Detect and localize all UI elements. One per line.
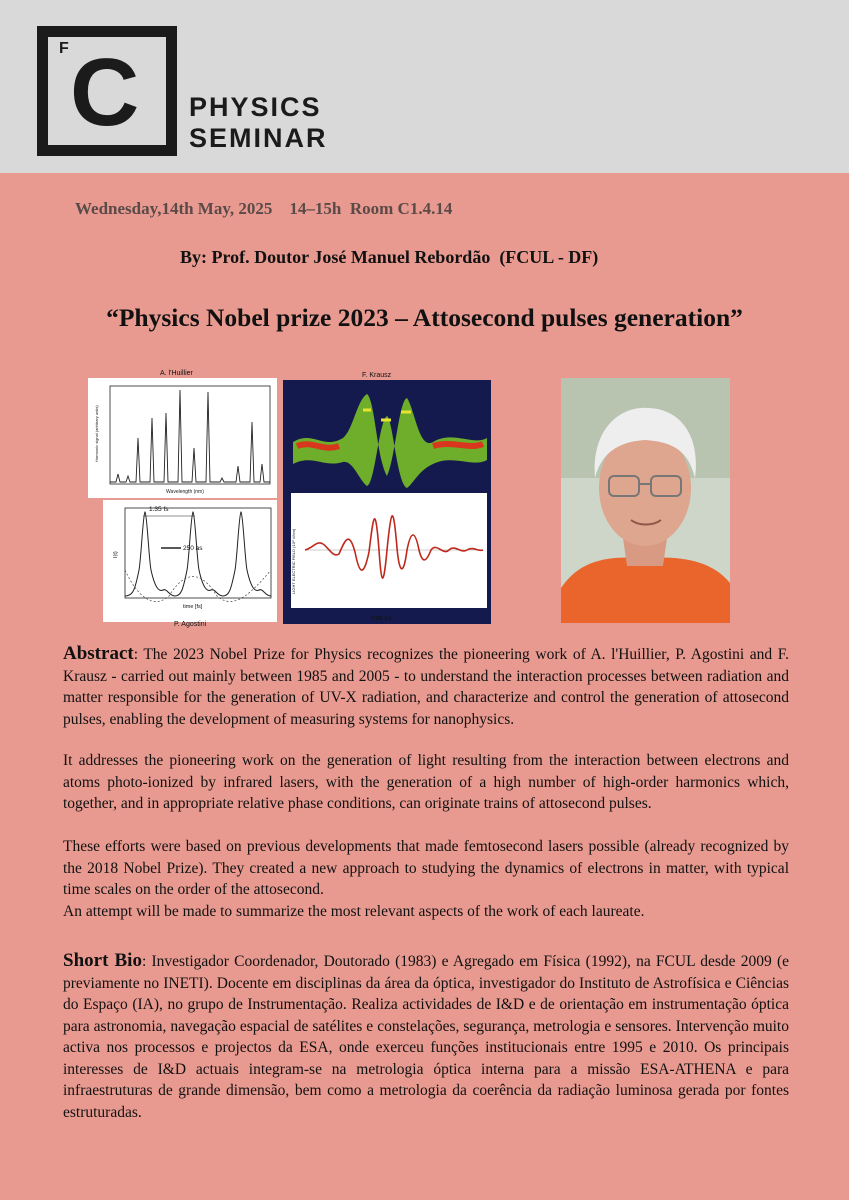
bio-heading: Short Bio [63, 950, 142, 971]
krausz-caption: F. Krausz [362, 372, 392, 379]
krausz-figure [283, 380, 491, 624]
fc-logo [37, 26, 177, 156]
abstract-paragraph-3: These efforts were based on previous developments that made femtosecond lasers possible (already recognized by the 2018 Nobel Prize). They created a new approach to studying the dynamics of electrons in matter, with typical time scales on the order of the attosecond. [63, 838, 789, 898]
abstract-paragraph-1 [63, 643, 789, 730]
abstract-heading: Abstract [63, 643, 134, 664]
date-time-room: Wednesday,14th May, 2025 14–15h Room C1.4.14 [75, 199, 453, 218]
speaker-line: By: Prof. Doutor José Manuel Rebordão (FCUL - DF) [180, 247, 599, 267]
agostini-figure [103, 500, 277, 622]
logo-small-letter: F [59, 40, 69, 57]
bio-paragraph [63, 950, 789, 1123]
wordmark-line-1: PHYSICS [189, 92, 322, 122]
bio-text: : Investigador Coordenador, Doutorado (1983) e Agregado em Física (1992), na FCUL desde 2009 (e previamente no INETI). Docente em disciplinas da área da óptica, investigador do Instituto de Astrofísica e Ciências do Espaço (IA), no grupo de Instrumentação. Realiza actividades de I&D e de orientação em instrumentação óptica para astronomia, navegação espacial de satélites e constelações, segurança, metrologia e sensores. Intervenção muito activa nos processos e projectos da ESA, onde exerceu funções institucionais entre 1995 e 2010. Os principais interesses de I&D actuais integram-se na metrologia óptica interna para a missão ESA-ATHENA e para infraestruturas de grande dimensão, bem como a metrologia da coerência da radiação luminosa gerada por fontes estruturadas. [63, 953, 789, 1121]
abstract-paragraph-4: An attempt will be made to summarize the most relevant aspects of the work of each laureate. [63, 903, 645, 920]
seminar-wordmark [189, 92, 328, 154]
lhuillier-ylabel: Harmonic signal (arbitrary units) [94, 405, 99, 462]
agostini-width-label: 250 as [183, 545, 203, 552]
krausz-xlabel: TIME (fs) [371, 616, 392, 622]
logo-letter: C [70, 39, 140, 146]
lhuillier-xlabel: Wavelength (nm) [166, 489, 204, 495]
krausz-ylabel: LIGHT ELECTRIC FIELD (10⁸ V/cm) [291, 528, 296, 594]
agostini-ylabel: I(t) [113, 551, 119, 558]
wordmark-line-2: SEMINAR [189, 123, 328, 153]
abstract-paragraph-2: It addresses the pioneering work on the generation of light resulting from the interaction between electrons and atoms photo-ionized by infrared lasers, with the generation of a high number of high-order harmonics which, together, and in appropriate relative phase conditions, can originate trains of attosecond pulses. [63, 752, 789, 812]
lhuillier-caption: A. l'Huillier [160, 370, 193, 377]
agostini-caption: P. Agostini [174, 621, 207, 628]
speaker-photo [561, 378, 730, 623]
header-banner [0, 0, 849, 173]
agostini-period-label: 1.35 fs [149, 506, 169, 513]
lhuillier-figure [88, 378, 277, 498]
abstract-text-1: : The 2023 Nobel Prize for Physics recognizes the pioneering work of A. l'Huillier, P. Agostini and F. Krausz - carried out mainly between 1985 and 2005 - to understand the interaction processes between radiation and matter responsible for the generation of UV-X radiation, and characterize and control the generation of attosecond pulses, enabling the development of measuring systems for nanophysics. [63, 646, 789, 728]
agostini-xlabel: time [fs] [183, 604, 203, 610]
seminar-title: “Physics Nobel prize 2023 – Attosecond pulses generation” [106, 303, 743, 332]
